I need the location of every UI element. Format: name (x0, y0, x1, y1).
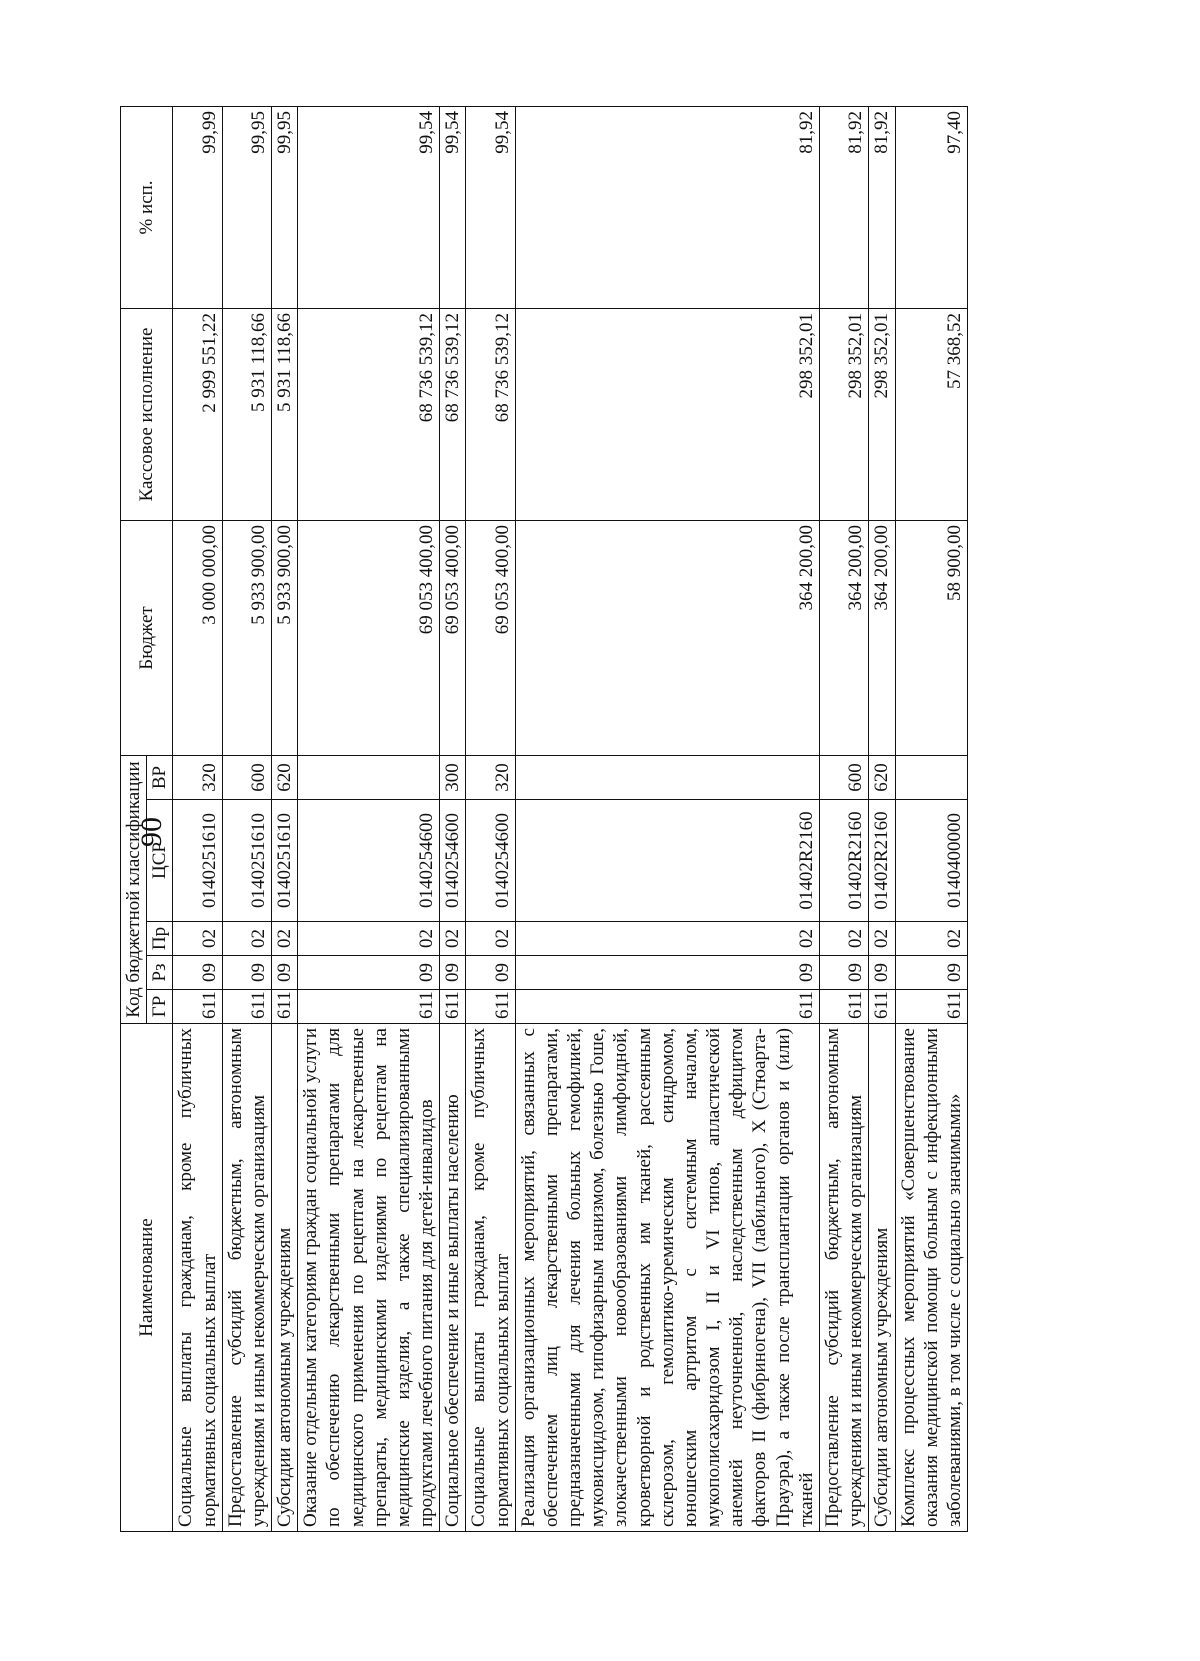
cell-pr: 02 (515, 922, 819, 956)
cell-pr: 02 (819, 922, 868, 956)
table-row (819, 106, 868, 1531)
cell-csr: 0140254600 (440, 800, 466, 922)
cell-name: Субсидии автономным учреждениям (869, 1024, 895, 1532)
cell-percent: 99,95 (272, 106, 298, 308)
cell-budget: 69 053 400,00 (440, 520, 466, 755)
cell-pr: 02 (173, 922, 222, 956)
cell-percent: 99,99 (173, 106, 222, 308)
cell-cash: 68 736 539,12 (298, 308, 440, 520)
header-cash: Кассовое исполнение (121, 308, 173, 520)
page-number: 90 (135, 817, 168, 847)
cell-rz: 09 (895, 956, 968, 990)
cell-gr: 611 (466, 990, 515, 1024)
cell-budget: 3 000 000,00 (173, 520, 222, 755)
table-row (222, 106, 271, 1531)
cell-vr: 300 (440, 755, 466, 799)
cell-gr: 611 (515, 990, 819, 1024)
cell-vr (515, 755, 819, 799)
cell-csr: 0140251610 (222, 800, 271, 922)
cell-cash: 5 931 118,66 (272, 308, 298, 520)
cell-name: Предоставление субсидий бюджетным, автономным учреждениям и иным некоммерческим организациям (819, 1024, 868, 1532)
header-vr: ВР (147, 755, 173, 799)
table-row (869, 106, 895, 1531)
cell-percent: 97,40 (895, 106, 968, 308)
cell-cash: 5 931 118,66 (222, 308, 271, 520)
cell-cash: 298 352,01 (869, 308, 895, 520)
table-row (440, 106, 466, 1531)
table-row (895, 106, 968, 1531)
cell-name: Предоставление субсидий бюджетным, автономным учреждениям и иным некоммерческим организациям (222, 1024, 271, 1532)
budget-table (120, 106, 968, 1532)
cell-rz: 09 (222, 956, 271, 990)
cell-vr (298, 755, 440, 799)
cell-pr: 02 (869, 922, 895, 956)
cell-rz: 09 (466, 956, 515, 990)
cell-gr: 611 (272, 990, 298, 1024)
cell-vr (895, 755, 968, 799)
cell-csr: 0140400000 (895, 800, 968, 922)
header-budget: Бюджет (121, 520, 173, 755)
cell-budget: 364 200,00 (819, 520, 868, 755)
cell-rz: 09 (173, 956, 222, 990)
cell-cash: 68 736 539,12 (440, 308, 466, 520)
header-code-group: Код бюджетной классификации (121, 755, 147, 1023)
table-row (298, 106, 440, 1531)
header-rz: Рз (147, 956, 173, 990)
cell-gr: 611 (819, 990, 868, 1024)
cell-gr: 611 (895, 990, 968, 1024)
cell-percent: 81,92 (869, 106, 895, 308)
cell-name: Социальные выплаты гражданам, кроме публичных нормативных социальных выплат (466, 1024, 515, 1532)
cell-cash: 57 368,52 (895, 308, 968, 520)
cell-pr: 02 (222, 922, 271, 956)
cell-gr: 611 (440, 990, 466, 1024)
cell-budget: 364 200,00 (515, 520, 819, 755)
header-name: Наименование (121, 1024, 173, 1532)
cell-pr: 02 (895, 922, 968, 956)
header-gr: ГР (147, 990, 173, 1024)
header-pr: Пр (147, 922, 173, 956)
cell-name: Комплекс процессных мероприятий «Совершенствование оказания медицинской помощи больным с инфекционными заболеваниями, в том числе с социально значимыми» (895, 1024, 968, 1532)
cell-name: Социальные выплаты гражданам, кроме публичных нормативных социальных выплат (173, 1024, 222, 1532)
cell-name: Субсидии автономным учреждениям (272, 1024, 298, 1532)
cell-cash: 298 352,01 (819, 308, 868, 520)
cell-rz: 09 (272, 956, 298, 990)
cell-budget: 69 053 400,00 (298, 520, 440, 755)
table-row (173, 106, 222, 1531)
cell-gr: 611 (173, 990, 222, 1024)
cell-budget: 58 900,00 (895, 520, 968, 755)
cell-pr: 02 (466, 922, 515, 956)
cell-budget: 5 933 900,00 (222, 520, 271, 755)
table-row (466, 106, 515, 1531)
cell-percent: 99,54 (440, 106, 466, 308)
cell-vr: 620 (869, 755, 895, 799)
cell-rz: 09 (298, 956, 440, 990)
cell-gr: 611 (869, 990, 895, 1024)
cell-pr: 02 (440, 922, 466, 956)
cell-name: Социальное обеспечение и иные выплаты населению (440, 1024, 466, 1532)
cell-budget: 364 200,00 (869, 520, 895, 755)
cell-pr: 02 (272, 922, 298, 956)
cell-rz: 09 (440, 956, 466, 990)
cell-vr: 600 (222, 755, 271, 799)
cell-cash: 298 352,01 (515, 308, 819, 520)
cell-csr: 01402R2160 (869, 800, 895, 922)
cell-vr: 320 (466, 755, 515, 799)
cell-cash: 68 736 539,12 (466, 308, 515, 520)
cell-budget: 5 933 900,00 (272, 520, 298, 755)
cell-vr: 320 (173, 755, 222, 799)
cell-name: Реализация организационных мероприятий, связанных с обеспечением лиц лекарственными препаратами, предназначенными для лечения больных гемофилией, муковисцидозом, гипофизарным нанизмом, болезнью Гоше, злокачественными новообразованиями лимфоидной, кроветворной и родственных им тканей, рассеянным склерозом, гемолитико-уремическим синдромом, юношеским артритом с системным началом, мукополисахаридозом I, II и VI типов, апластической анемией неуточненной, наследственным дефицитом факторов II (фибриногена), VII (лабильного), X (Стюарта-Прауэра), а также после трансплантации органов и (или) тканей (515, 1024, 819, 1532)
cell-percent: 99,54 (466, 106, 515, 308)
cell-vr: 600 (819, 755, 868, 799)
table-header (121, 106, 173, 1531)
cell-rz: 09 (869, 956, 895, 990)
table-body (173, 106, 968, 1531)
cell-percent: 99,54 (298, 106, 440, 308)
cell-csr: 0140251610 (173, 800, 222, 922)
header-csr: ЦСР (147, 800, 173, 922)
cell-percent: 99,95 (222, 106, 271, 308)
cell-percent: 81,92 (515, 106, 819, 308)
cell-gr: 611 (222, 990, 271, 1024)
cell-vr: 620 (272, 755, 298, 799)
cell-name: Оказание отдельным категориям граждан социальной услуги по обеспечению лекарственными препаратами для медицинского применения по рецептам на лекарственные препараты, медицинскими изделиями по рецептам на медицинские изделия, а также специализированными продуктами лечебного питания для детей-инвалидов (298, 1024, 440, 1532)
table-row (515, 106, 819, 1531)
header-percent: % исп. (121, 106, 173, 308)
cell-csr: 01402R2160 (515, 800, 819, 922)
rotated-page-content (120, 107, 1020, 1532)
table-row (272, 106, 298, 1531)
cell-rz: 09 (515, 956, 819, 990)
cell-csr: 0140254600 (298, 800, 440, 922)
cell-cash: 2 999 551,22 (173, 308, 222, 520)
cell-csr: 01402R2160 (819, 800, 868, 922)
cell-percent: 81,92 (819, 106, 868, 308)
cell-rz: 09 (819, 956, 868, 990)
cell-gr: 611 (298, 990, 440, 1024)
cell-csr: 0140251610 (272, 800, 298, 922)
cell-pr: 02 (298, 922, 440, 956)
cell-csr: 0140254600 (466, 800, 515, 922)
cell-budget: 69 053 400,00 (466, 520, 515, 755)
